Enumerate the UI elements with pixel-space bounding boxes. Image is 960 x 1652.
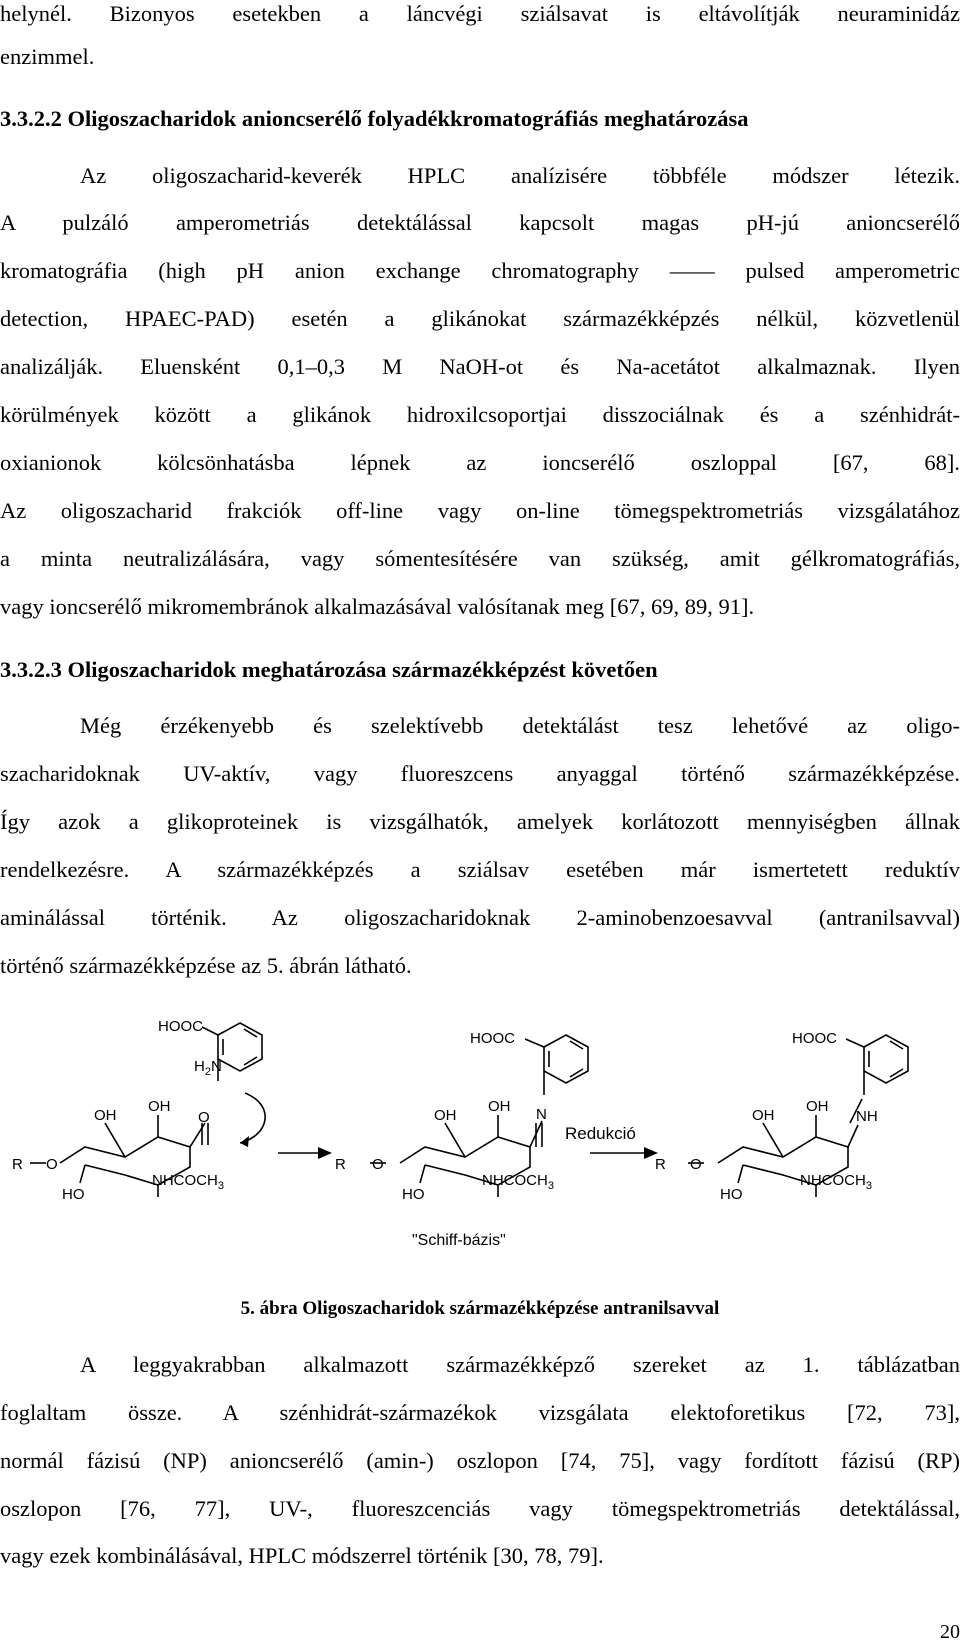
label-oh: OH bbox=[488, 1098, 511, 1115]
label-hooc: HOOC bbox=[470, 1030, 515, 1047]
label-h2n: $H_2N$ bbox=[194, 1058, 222, 1078]
text-line: aminálással történik. Az oligoszacharidoknak 2-aminobenzoesavval (antranilsavval) bbox=[0, 905, 960, 930]
text-line: körülmények között a glikánok hidroxilcsoportjai disszociálnak és a szénhidrát- bbox=[0, 402, 960, 427]
label-hooc: HOOC bbox=[792, 1030, 837, 1047]
label-nh: NH bbox=[856, 1108, 878, 1125]
section-heading: 3.3.2.2 Oligoszacharidok anioncserélő folyadékkromatográfiás meghatározása bbox=[0, 106, 749, 131]
label-reduction: Redukció bbox=[565, 1124, 636, 1143]
label-schiff-base: "Schiff-bázis" bbox=[412, 1232, 506, 1249]
text-line: vagy ioncserélő mikromembránok alkalmazásával valósítanak meg [67, 69, 89, 91]. bbox=[0, 594, 755, 619]
label-nhcoch3: $NHCOCH_3$ bbox=[152, 1172, 224, 1192]
label-ring-o: O bbox=[46, 1156, 58, 1173]
label-ho: HO bbox=[62, 1186, 85, 1203]
text-line: A pulzáló amperometriás detektálással kapcsolt magas pH-jú anioncserélő bbox=[0, 210, 960, 235]
text-line: vagy ezek kombinálásával, HPLC módszerrel történik [30, 78, 79]. bbox=[0, 1543, 604, 1568]
label-r: R bbox=[12, 1156, 23, 1173]
figure-caption: 5. ábra Oligoszacharidok származékképzése antranilsavval bbox=[240, 1298, 720, 1319]
label-nhcoch3: $NHCOCH_3$ bbox=[800, 1172, 872, 1192]
text-line: kromatográfia (high pH anion exchange chromatography —— pulsed amperometric bbox=[0, 258, 960, 283]
label-nhcoch3: $NHCOCH_3$ bbox=[482, 1172, 554, 1192]
label-ho: HO bbox=[402, 1186, 425, 1203]
text-line: szacharidoknak UV-aktív, vagy fluoreszcens anyaggal történő származékképzése. bbox=[0, 761, 960, 786]
page-number: 20 bbox=[940, 1621, 960, 1643]
label-n: N bbox=[536, 1106, 547, 1123]
label-ring-o: O bbox=[690, 1156, 702, 1173]
label-oh: OH bbox=[434, 1107, 457, 1124]
label-ring-o: O bbox=[372, 1156, 384, 1173]
text-line: normál fázisú (NP) anioncserélő (amin-) oszlopon [74, 75], vagy fordított fázisú (RP) bbox=[0, 1448, 960, 1473]
text-line: rendelkezésre. A származékképzés a sziálsav esetében már ismertetett reduktív bbox=[0, 857, 960, 882]
label-oh: OH bbox=[148, 1098, 171, 1115]
text-line: oxianionok kölcsönhatásba lépnek az ioncserélő oszloppal [67, 68]. bbox=[0, 450, 960, 475]
text-line: Az oligoszacharid frakciók off-line vagy on-line tömegspektrometriás vizsgálatához bbox=[0, 498, 960, 523]
text-line: történő származékképzése az 5. ábrán látható. bbox=[0, 953, 412, 978]
text-line: Még érzékenyebb és szelektívebb detektálást tesz lehetővé az oligo- bbox=[80, 713, 960, 738]
text-line: enzimmel. bbox=[0, 44, 95, 69]
text-line: a minta neutralizálására, vagy sómentesítésére van szükség, amit gélkromatográfiás, bbox=[0, 546, 960, 571]
label-r: R bbox=[335, 1156, 346, 1173]
label-oh: OH bbox=[94, 1107, 117, 1124]
label-hooc: HOOC bbox=[158, 1018, 203, 1035]
label-oh: OH bbox=[752, 1107, 775, 1124]
section-heading: 3.3.2.3 Oligoszacharidok meghatározása származékképzést követően bbox=[0, 657, 658, 682]
label-oh: OH bbox=[806, 1098, 829, 1115]
label-o: O bbox=[198, 1109, 210, 1126]
text-line: Az oligoszacharid-keverék HPLC analízisére többféle módszer létezik. bbox=[80, 163, 960, 188]
reaction-scheme-figure bbox=[0, 1005, 960, 1265]
text-line: analizálják. Eluensként 0,1–0,3 M NaOH-ot és Na-acetátot alkalmaznak. Ilyen bbox=[0, 354, 960, 379]
label-r: R bbox=[655, 1156, 666, 1173]
text-line: helynél. Bizonyos esetekben a láncvégi sziálsavat is eltávolítják neuraminidáz bbox=[0, 1, 960, 26]
text-line: oszlopon [76, 77], UV-, fluoreszcenciás vagy tömegspektrometriás detektálással, bbox=[0, 1496, 960, 1521]
text-line: foglaltam össze. A szénhidrát-származékok vizsgálata elektoforetikus [72, 73], bbox=[0, 1400, 960, 1425]
text-line: detection, HPAEC-PAD) esetén a glikánokat származékképzés nélkül, közvetlenül bbox=[0, 306, 960, 331]
text-line: A leggyakrabban alkalmazott származékképző szereket az 1. táblázatban bbox=[80, 1352, 960, 1377]
label-ho: HO bbox=[720, 1186, 743, 1203]
text-line: Így azok a glikoproteinek is vizsgálhatók, amelyek korlátozott mennyiségben állnak bbox=[0, 809, 960, 834]
